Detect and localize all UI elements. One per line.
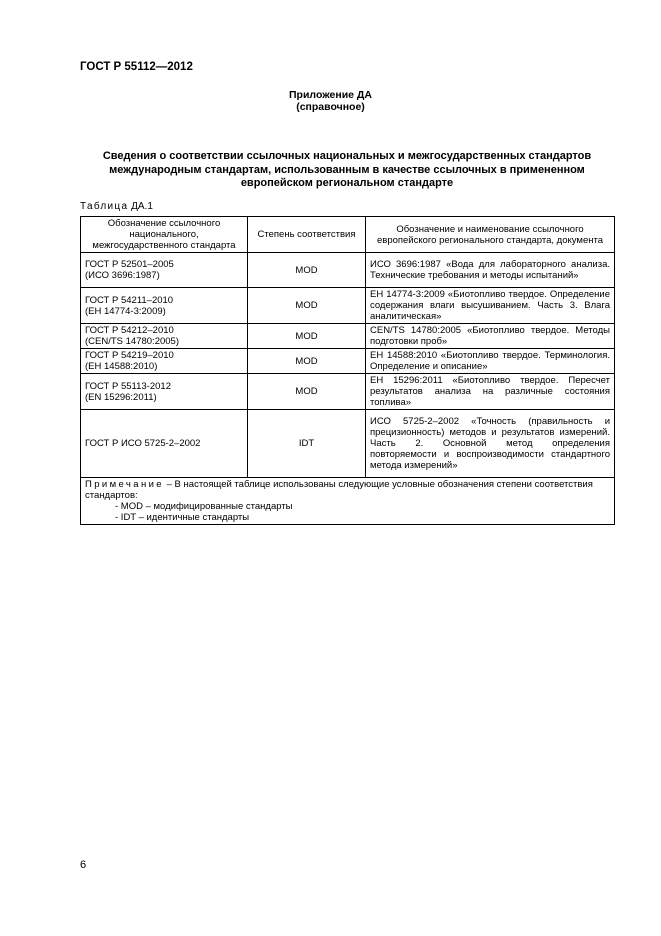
- correspondence-table: [80, 216, 615, 525]
- national-designation: ГОСТ Р ИСО 5725-2–2002: [85, 438, 201, 449]
- national-standard-cell: [81, 253, 248, 288]
- note-text: [85, 479, 610, 501]
- degree-cell: MOD: [248, 349, 366, 374]
- table-row: [81, 288, 615, 324]
- note-label: Примечание: [85, 479, 164, 490]
- table-row: [81, 324, 615, 349]
- national-designation: ГОСТ Р 52501–2005: [85, 259, 174, 270]
- european-standard-cell: ИСО 5725-2–2002 «Точность (правильность и прецизионность) методов и результатов измерений. Часть 2. Основной метод определения повторяемости и воспроизводимости стандартного метода измерений»: [366, 410, 615, 478]
- national-reference: (ИСО 3696:1987): [85, 270, 160, 281]
- document-code: ГОСТ Р 55112—2012: [80, 61, 193, 73]
- table-note: [81, 478, 615, 525]
- degree-cell: MOD: [248, 324, 366, 349]
- table-caption: [80, 201, 153, 212]
- table-note-row: [81, 478, 615, 525]
- european-standard-cell: ЕН 14588:2010 «Биотопливо твердое. Терминология. Определение и описание»: [366, 349, 615, 374]
- table-row: [81, 374, 615, 410]
- degree-cell: IDT: [248, 410, 366, 478]
- national-designation: ГОСТ Р 54219–2010: [85, 350, 174, 361]
- national-standard-cell: [81, 288, 248, 324]
- table-row: [81, 410, 615, 478]
- note-item: - MOD – модифицированные стандарты: [115, 501, 293, 512]
- national-standard-cell: [81, 374, 248, 410]
- appendix-subtitle: (справочное): [296, 101, 365, 113]
- european-standard-cell: CEN/TS 14780:2005 «Биотопливо твердое. Методы подготовки проб»: [366, 324, 615, 349]
- table-row: [81, 253, 615, 288]
- header-degree: Степень соответствия: [248, 217, 366, 253]
- section-heading: [80, 150, 614, 191]
- national-reference: (EN 15296:2011): [85, 391, 157, 403]
- european-standard-cell: ЕН 15296:2011 «Биотопливо твердое. Пересчет результатов анализа на различные состояния топлива»: [366, 374, 615, 410]
- national-standard-cell: [81, 324, 248, 349]
- heading-line: международным стандартам, использованным в качестве ссылочных в примененном: [109, 163, 585, 176]
- appendix-title: Приложение ДА: [289, 89, 372, 101]
- table-header-row: [81, 217, 615, 253]
- header-national-standard: Обозначение ссылочного национального, межгосударственного стандарта: [81, 217, 248, 253]
- note-body: – В настоящей таблице использованы следующие условные обозначения степени соответствия стандартов:: [85, 479, 593, 501]
- national-designation: ГОСТ Р 54212–2010: [85, 325, 174, 336]
- header-european-standard: Обозначение и наименование ссылочного европейского регионального стандарта, документа: [366, 217, 615, 253]
- degree-cell: MOD: [248, 374, 366, 410]
- heading-line: европейском региональном стандарте: [240, 177, 454, 189]
- european-standard-cell: ИСО 3696:1987 «Вода для лабораторного анализа. Технические требования и методы испытаний»: [366, 253, 615, 288]
- table-caption-number: ДА.1: [131, 201, 153, 212]
- national-reference: (ЕН 14774-3:2009): [85, 305, 166, 317]
- table-row: [81, 349, 615, 374]
- national-standard-cell: [81, 410, 248, 478]
- national-designation: ГОСТ Р 55113-2012: [85, 380, 171, 392]
- european-standard-cell: ЕН 14774-3:2009 «Биотопливо твердое. Определение содержания влаги высушиванием. Часть 3. Влага аналитическая»: [366, 288, 615, 324]
- note-item: - IDT – идентичные стандарты: [115, 512, 250, 523]
- degree-cell: MOD: [248, 253, 366, 288]
- degree-cell: MOD: [248, 288, 366, 324]
- national-reference: (ЕН 14588:2010): [85, 361, 158, 372]
- table-caption-label: Таблица: [80, 201, 129, 212]
- national-standard-cell: [81, 349, 248, 374]
- heading-line: Сведения о соответствии ссылочных национальных и межгосударственных стандартов: [102, 150, 592, 162]
- national-designation: ГОСТ Р 54211–2010: [85, 294, 174, 306]
- page-number: 6: [80, 859, 87, 871]
- national-reference: (CEN/TS 14780:2005): [85, 336, 179, 347]
